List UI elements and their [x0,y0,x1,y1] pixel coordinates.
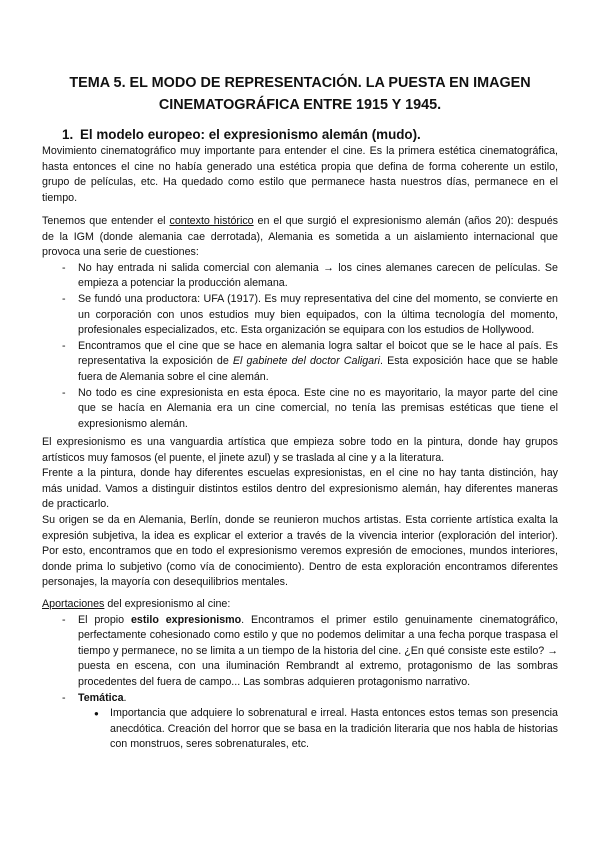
context-paragraph [42,214,558,261]
paragraph-1: El expresionismo es una vanguardia artística que empieza sobre todo en la pintura, donde hay grupos artísticos muy famosos (el puente, el jinete azul) y se traslada al cine y a la literatura. [42,436,558,464]
tematica-sublist [78,706,558,753]
context-pre: Tenemos que entender el [42,215,170,227]
aportaciones-item [42,691,558,753]
context-underlined: contexto histórico [169,215,254,227]
title-line-1: TEMA 5. EL MODO DE REPRESENTACIÓN. LA PUESTA EN IMAGEN [69,75,531,91]
aportaciones-list [42,613,558,753]
title-line-2: CINEMATOGRÁFICA ENTRE 1915 Y 1945. [158,97,442,113]
aportaciones-label: Aportaciones [42,598,105,610]
item2-post: . [123,691,127,704]
context-list-item: - No todo es cine expresionista en esta época. Este cine no es mayoritario, la mayor parte del cine que se hacía en Alemania era un cine comercial, no tenía las premisas estéticas que tiene el expresionismo alemán. [42,386,558,433]
expresionismo-paragraphs [42,435,558,591]
tematica-subitem: ● Importancia que adquiere lo sobrenatural e irreal. Hasta entonces estos temas son presencia anecdótica. Creación del horror que se basa en la tradición literaria que nos habla de historias con monstruos, seres sobrenaturales, etc. [78,706,558,753]
context-section [42,214,558,432]
aportaciones-label-post: del expresionismo al cine: [104,598,231,610]
intro-text: Movimiento cinematográfico muy importante para entender el cine. Es la primera estética cinematográfica, hasta entonces el cine no había generado una estética propia que defina de forma coherente un estilo, grupo de películas, etc. Ha quedado como estilo que permanece hasta nuestros días, permanece en el tiempo. [42,145,558,204]
document-title [40,72,560,116]
section-number: 1. [62,127,74,142]
paragraph-3: Su origen se da en Alemania, Berlín, donde se reunieron muchos artistas. Esta corriente artística exalta la expresión subjetiva, la idea es explicar el exterior a través de la vivencia interior (exploración del interior). Por esto, encontramos que en todo el expresionismo veremos expresión de emociones, mundos interiores, donde prima lo subjetivo (como vía de conocimiento). Dentro de esta exploración encontramos diferentes personajes, la mayoría con desequilibrios mentales. [42,513,558,589]
item3-pre: Encontramos que el cine que se hace en alemania logra saltar el boicot que se le hace al país. Es representativa la exposición de [78,339,558,368]
item3-post: . Esta exposición hace que se hable fuera de Alemania sobre el cine alemán. [78,355,558,383]
context-list-item: - No hay entrada ni salida comercial con alemania → los cines alemanes carecen de películas. Se empieza a potenciar la producción alemana. [42,261,558,292]
item1-bold: estilo expresionismo [130,613,242,626]
item2-bold: Temática [78,691,124,704]
section-heading [62,126,421,144]
item1-post: . Encontramos el primer estilo genuinamente cinematográfico, perfectamente cohesionado como estilo y que no podemos delimitar a una fecha porque traspasa el tiempo y permanece, no se limita a un tiempo de la historia del cine. ¿En qué consiste este estilo? → puesta en escena, con una iluminación Rembrandt al extremo, protagonismo de las sombras procedentes del fuera de campo... Las sombras adquieren protagonismo narrativo. [78,613,558,688]
context-list [42,261,558,433]
aportaciones-heading [42,597,558,613]
context-list-item: - Se fundó una productora: UFA (1917). Es muy representativa del cine del momento, se convierte en un corporación con unos estudios muy bien equipados, con la última tecnología del momento, profesionales especializados, etc. Esta organización se equipara con los estudios de Hollywood. [42,292,558,339]
item1-pre: El propio [78,613,131,626]
context-list-item [42,339,558,386]
aportaciones-item [42,613,558,691]
paragraph-2: Frente a la pintura, donde hay diferentes escuelas expresionistas, en el cine no hay tanta distinción, hay más unidad. Vamos a distinguir distintos estilos dentro del expresionismo alemán, hay diferentes maneras de practicarlo. [42,467,558,511]
intro-paragraph [42,144,558,206]
section-heading-text: El modelo europeo: el expresionismo alemán (mudo). [80,127,421,142]
item3-film-title: El gabinete del doctor Caligari [232,355,381,368]
aportaciones-section [42,597,558,753]
context-post: en el que surgió el expresionismo alemán (años 20): después de la IGM (donde alemania cae derrotada), Alemania es sometida a un aislamiento internacional que provoca una serie de cuestiones: [42,215,558,259]
